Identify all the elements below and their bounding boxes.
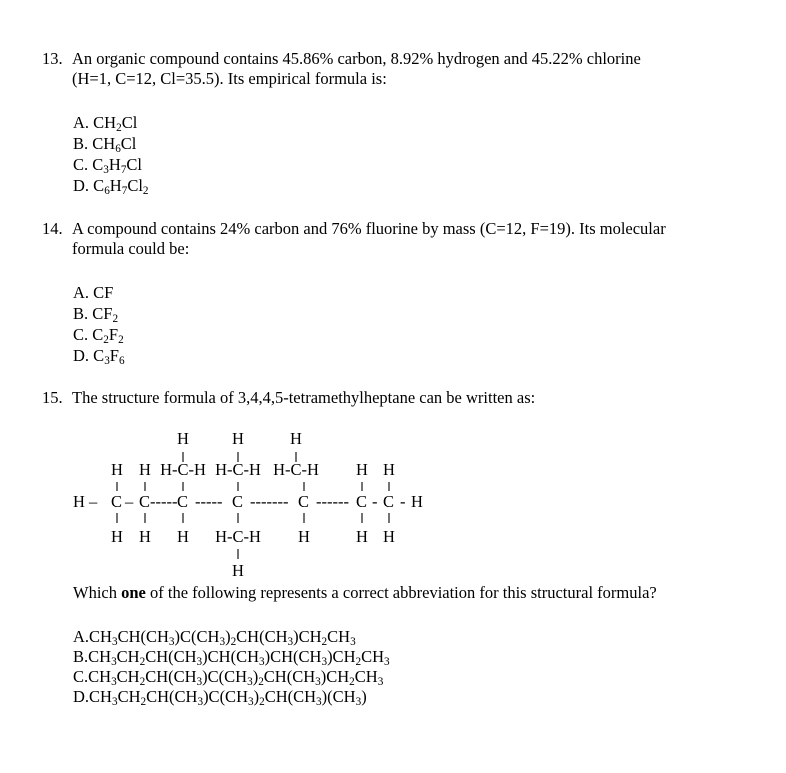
atom-label: C	[298, 492, 310, 511]
bond-dash: -	[372, 492, 378, 511]
question-number: 14.	[42, 219, 63, 238]
atom-label: H	[232, 429, 244, 448]
atom-label: H	[290, 429, 302, 448]
atom-label: C	[383, 492, 395, 511]
atom-label: H	[73, 492, 85, 511]
option-label: D.	[73, 346, 94, 365]
atom-label: H	[139, 527, 151, 546]
atom-label: H-C-H	[215, 460, 261, 479]
q15-option-d[interactable]	[73, 687, 390, 707]
main-chain	[73, 492, 423, 511]
option-label: B.	[73, 647, 89, 666]
atom-label: H	[383, 460, 395, 479]
option-formula: $CH_3CH_2CH(CH_3)C(CH_3)_2CH(CH_3)(CH_3)$	[89, 687, 367, 708]
option-formula: $C_6H_7Cl_2$	[93, 176, 149, 197]
option-label: A.	[73, 627, 90, 646]
question-text-line1: An organic compound contains 45.86% carbon, 8.92% hydrogen and 45.22% chlorine	[72, 49, 641, 68]
atom-label: H	[111, 527, 123, 546]
atom-label: H	[356, 460, 368, 479]
bond-dash: –	[89, 492, 98, 511]
bond-dash: -------	[250, 492, 289, 511]
question-number: 15.	[42, 388, 63, 407]
atom-label: H	[383, 527, 395, 546]
option-formula: $CH_6Cl$	[92, 134, 137, 155]
atom-label: H	[139, 460, 151, 479]
bond-dash: -	[400, 492, 406, 511]
atom-label: H	[356, 527, 368, 546]
question-text-line2: formula could be:	[72, 239, 190, 258]
q15-option-b[interactable]	[73, 647, 390, 667]
option-label: C.	[73, 155, 93, 174]
prompt-text: Which	[73, 583, 122, 602]
option-label: A.	[73, 113, 94, 132]
option-formula: CF	[93, 283, 114, 302]
option-formula: $CH_3CH_2CH(CH_3)CH(CH_3)CH(CH_3)CH_2CH_3$	[88, 647, 390, 668]
option-label: B.	[73, 304, 93, 323]
option-formula: $C_2F_2$	[92, 325, 124, 346]
q15-option-c[interactable]	[73, 667, 390, 687]
bond-dash: ------	[316, 492, 349, 511]
atom-label: C	[356, 492, 368, 511]
atom-label: H-C-H	[160, 460, 206, 479]
atom-label: C	[177, 492, 189, 511]
atom-label: C-----	[139, 492, 178, 511]
option-label: B.	[73, 134, 93, 153]
atom-label: H-C-H	[215, 527, 261, 546]
option-label: D.	[73, 176, 94, 195]
prompt-text: of the following represents a correct abbreviation for this structural formula?	[145, 583, 657, 602]
question-text-line1: A compound contains 24% carbon and 76% fluorine by mass (C=12, F=19). Its molecular	[72, 219, 666, 238]
option-label: C.	[73, 325, 93, 344]
option-label: A.	[73, 283, 94, 302]
bond-dash: –	[125, 492, 134, 511]
option-label: D.	[73, 687, 90, 706]
option-formula: $C_3H_7Cl$	[92, 155, 143, 176]
question-15-prompt	[73, 583, 657, 603]
question-text-line2: (H=1, C=12, Cl=35.5). Its empirical formula is:	[72, 69, 387, 88]
atom-label: H	[177, 429, 189, 448]
option-formula: $C_3F_6$	[93, 346, 125, 367]
q15-option-a[interactable]	[73, 627, 390, 647]
atom-label: H	[411, 492, 423, 511]
atom-label: H	[232, 561, 244, 580]
option-formula: $CF_2$	[92, 304, 119, 325]
question-text-line1: The structure formula of 3,4,4,5-tetramethylheptane can be written as:	[72, 388, 536, 407]
bond-dash: -----	[195, 492, 223, 511]
q15-options	[73, 627, 390, 707]
atom-label: H	[298, 527, 310, 546]
atom-label: C	[232, 492, 244, 511]
prompt-emphasis: one	[121, 583, 146, 602]
atom-label: H-C-H	[273, 460, 319, 479]
option-formula: $CH_2Cl$	[93, 113, 138, 134]
atom-label: H	[177, 527, 189, 546]
question-number: 13.	[42, 49, 63, 68]
option-formula: $CH_3CH_2CH(CH_3)C(CH_3)_2CH(CH_3)CH_2CH_3$	[88, 667, 384, 688]
option-label: C.	[73, 667, 89, 686]
atom-label: H	[111, 460, 123, 479]
option-formula: $CH_3CH(CH_3)C(CH_3)_2CH(CH_3)CH_2CH_3$	[89, 627, 356, 648]
atom-label: C	[111, 492, 123, 511]
